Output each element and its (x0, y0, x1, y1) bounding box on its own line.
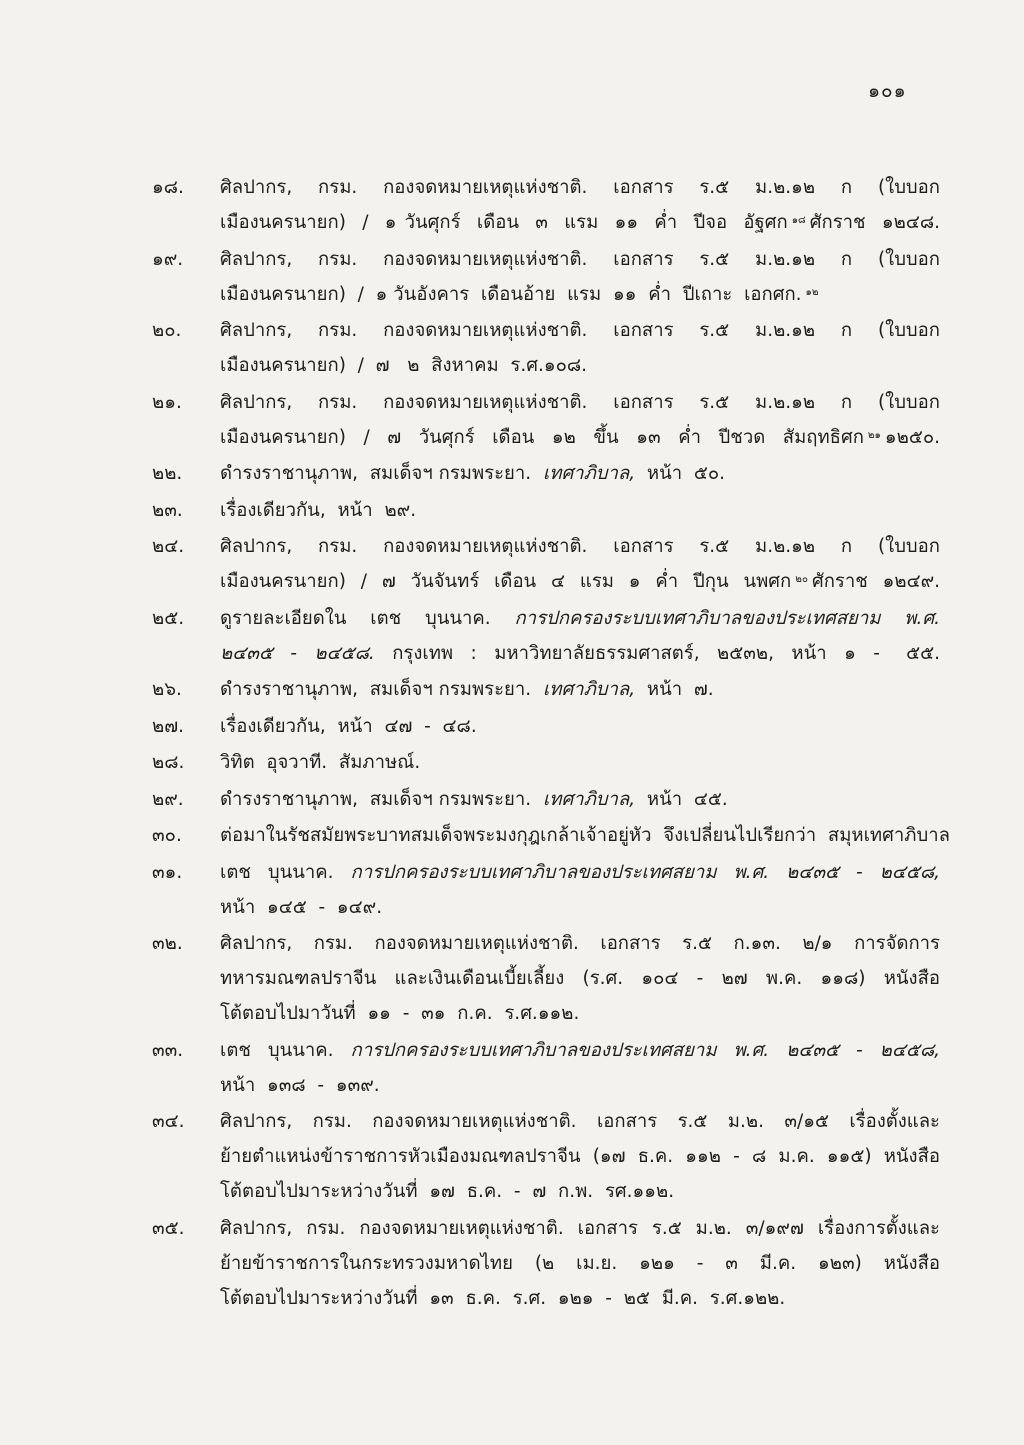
endnote-text: ศักราช ๑๒๔๘. (809, 212, 940, 233)
endnote-number: ๑๙. (152, 248, 184, 270)
endnote-text: เรื่องเดียวกัน, หน้า ๒๙. (220, 499, 417, 521)
endnote-line (220, 782, 940, 817)
endnote-title-italic: ๒๔๓๕ - ๒๔๕๘. (220, 642, 375, 664)
endnote-line (220, 1033, 940, 1068)
endnote-line (220, 420, 940, 455)
endnote-line (220, 277, 940, 312)
endnote-line (220, 313, 940, 348)
endnote-line (220, 205, 940, 240)
endnote-line (220, 1281, 940, 1316)
endnote-number: ๒๒. (152, 463, 183, 484)
endnote-text: ศิลปากร, กรม. กองจดหมายเหตุแห่งชาติ. เอกสาร ร.๕ ม.๒.๑๒ ก (ใบบอก (220, 391, 940, 413)
endnote-line (220, 601, 940, 636)
endnote-text: ศิลปากร, กรม. กองจดหมายเหตุแห่งชาติ. เอกสาร ร.๕ ม.๒. ๓/๑๙๗ เรื่องการตั้งและ (220, 1217, 940, 1239)
endnote-line (220, 385, 940, 420)
endnote-text: หน้า ๑๔๕ - ๑๔๙. (220, 896, 383, 918)
endnote-item (150, 456, 940, 491)
endnote-text: ๑๒๕๐. (884, 426, 940, 448)
endnote-line (220, 348, 940, 383)
endnote-line (220, 996, 940, 1031)
endnote-line (220, 1211, 940, 1246)
endnote-item (150, 1211, 940, 1316)
endnote-line (220, 170, 940, 205)
endnote-text: เมืองนครนายก) / ๑ วันอังคาร เดือนอ้าย แรม ๑๑ ค่ำ ปีเถาะ เอกศก. (220, 283, 802, 305)
endnote-superscript: ๒๐ (795, 574, 808, 585)
endnote-line (220, 1174, 940, 1209)
endnote-line (220, 818, 950, 853)
endnote-number: ๓๓. (152, 1039, 184, 1061)
endnote-text: ดูรายละเอียดใน เตช บุนนาค. (220, 607, 515, 629)
endnote-text: ศิลปากร, กรม. กองจดหมายเหตุแห่งชาติ. เอกสาร ร.๕ ม.๒.๑๒ ก (ใบบอก (220, 248, 940, 270)
endnote-number: ๓๕. (152, 1217, 185, 1239)
endnote-number: ๓๑. (152, 861, 183, 883)
endnote-text: ศิลปากร, กรม. กองจดหมายเหตุแห่งชาติ. เอกสาร ร.๕ ม.๒.๑๒ ก (ใบบอก (220, 177, 940, 198)
endnote-number: ๓๔. (152, 1111, 185, 1132)
endnote-text: หน้า ๔๕. (635, 788, 728, 810)
endnote-number: ๒๗. (152, 715, 184, 737)
page-number: ๑๐๑ (868, 80, 907, 102)
endnote-superscript: ๒๑ (867, 429, 881, 441)
endnote-line (220, 636, 940, 671)
endnote-title-italic: การปกครองระบบเทศาภิบาลของประเทศสยาม พ.ศ. (514, 607, 940, 629)
endnote-number: ๒๙. (152, 788, 184, 810)
endnote-text: เตช บุนนาค. (220, 1039, 351, 1061)
endnote-text: ศิลปากร, กรม. กองจดหมายเหตุแห่งชาติ. เอกสาร ร.๕ ม.๒.๑๒ ก (ใบบอก (220, 320, 940, 341)
endnote-text: เมืองนครนายก) / ๗ ๒ สิงหาคม ร.ศ.๑๐๘. (220, 355, 588, 376)
endnote-text: เรื่องเดียวกัน, หน้า ๔๗ - ๔๘. (220, 715, 477, 737)
endnote-text: ทหารมณฑลปราจีน และเงินเดือนเบี้ยเลี้ยง (ร.ศ. ๑๐๔ - ๒๗ พ.ค. ๑๑๘) หนังสือ (220, 968, 940, 989)
endnote-line (220, 456, 940, 491)
endnote-line (220, 926, 940, 961)
endnote-line (220, 890, 940, 925)
endnote-text: กรุงเทพ : มหาวิทยาลัยธรรมศาสตร์, ๒๕๓๒, หน้า ๑ - ๕๕. (374, 642, 940, 664)
endnote-title-italic: เทศาภิบาล, (542, 788, 636, 810)
endnote-text: ศิลปากร, กรม. กองจดหมายเหตุแห่งชาติ. เอกสาร ร.๕ ก.๑๓. ๒/๑ การจัดการ (220, 933, 940, 954)
endnote-text: ศิลปากร, กรม. กองจดหมายเหตุแห่งชาติ. เอกสาร ร.๕ ม.๒.๑๒ ก (ใบบอก (220, 536, 940, 557)
endnote-number: ๓๐. (152, 825, 182, 846)
endnote-text: หน้า ๕๐. (635, 463, 726, 484)
endnote-title-italic: การปกครองระบบเทศาภิบาลของประเทศสยาม พ.ศ. ๒๔๓๕ - ๒๔๕๘, (350, 1039, 940, 1061)
endnote-line (220, 1068, 940, 1103)
endnote-item (150, 782, 940, 817)
endnote-item (150, 529, 940, 599)
endnote-text: เมืองนครนายก) / ๗ วันศุกร์ เดือน ๑๒ ขึ้น ๑๓ ค่ำ ปีชวด สัมฤทธิศก (220, 426, 864, 448)
endnote-text: โต้ตอบไปมาระหว่างวันที่ ๑๗ ธ.ค. - ๗ ก.พ. รศ.๑๑๒. (220, 1181, 675, 1202)
endnote-text: โต้ตอบไปมาระหว่างวันที่ ๑๓ ธ.ค. ร.ศ. ๑๒๑ - ๒๕ มี.ค. ร.ศ.๑๒๒. (220, 1287, 786, 1309)
endnote-text: ดำรงราชานุภาพ, สมเด็จฯ กรมพระยา. (220, 679, 543, 700)
endnote-title-italic: การปกครองระบบเทศาภิบาลของประเทศสยาม พ.ศ. ๒๔๓๕ - ๒๔๕๘, (350, 861, 940, 883)
endnote-text: วิทิต อุจวาที. สัมภาษณ์. (220, 752, 421, 773)
endnote-text: ดำรงราชานุภาพ, สมเด็จฯ กรมพระยา. (220, 788, 543, 810)
endnote-item (150, 242, 940, 312)
endnote-text: ศิลปากร, กรม. กองจดหมายเหตุแห่งชาติ. เอกสาร ร.๕ ม.๒. ๓/๑๕ เรื่องตั้งและ (220, 1111, 940, 1132)
endnote-line (220, 961, 940, 996)
endnote-text: เตช บุนนาค. (220, 861, 351, 883)
endnote-number: ๒๕. (152, 607, 185, 629)
endnote-line (220, 709, 940, 744)
endnote-item (150, 601, 940, 671)
endnote-text: ย้ายข้าราชการในกระทรวงมหาดไทย (๒ เม.ย. ๑๒๑ - ๓ มี.ค. ๑๒๓) หนังสือ (220, 1252, 940, 1274)
endnotes-list (150, 170, 950, 1316)
endnote-item (150, 709, 940, 744)
endnote-number: ๓๒. (152, 933, 183, 954)
endnote-item (150, 170, 940, 240)
endnote-line (220, 745, 940, 780)
endnote-line (220, 1139, 940, 1174)
endnote-line (220, 564, 940, 599)
endnote-number: ๒๑. (152, 391, 182, 413)
endnote-text: หน้า ๑๓๘ - ๑๓๙. (220, 1074, 380, 1096)
endnote-item (150, 855, 940, 925)
endnote-item (150, 1104, 940, 1209)
endnote-number: ๒๔. (152, 536, 185, 557)
endnote-line (220, 493, 940, 528)
endnote-superscript: ๑๒ (805, 286, 819, 298)
endnote-title-italic: เทศาภิบาล, (542, 463, 636, 484)
endnote-item (150, 385, 940, 455)
endnote-number: ๒๖. (152, 679, 182, 700)
endnote-item (150, 493, 940, 528)
endnote-item (150, 926, 940, 1031)
endnote-text: ดำรงราชานุภาพ, สมเด็จฯ กรมพระยา. (220, 463, 543, 484)
endnote-line (220, 242, 940, 277)
endnote-text: เมืองนครนายก) / ๑ วันศุกร์ เดือน ๓ แรม ๑๑ ค่ำ ปีจอ อัฐศก (220, 212, 788, 233)
endnote-text: ต่อมาในรัชสมัยพระบาทสมเด็จพระมงกุฎเกล้าเจ้าอยู่หัว จึงเปลี่ยนไปเรียกว่า สมุหเทศาภิบาล (220, 825, 950, 846)
endnote-text: หน้า ๗. (635, 679, 714, 700)
endnote-item (150, 313, 940, 383)
endnote-item (150, 818, 950, 853)
endnote-superscript: ๑๘ (791, 215, 806, 226)
endnote-line (220, 529, 940, 564)
endnote-line (220, 1246, 940, 1281)
endnote-number: ๒๐. (152, 320, 182, 341)
endnote-number: ๒๓. (152, 499, 183, 521)
endnote-number: ๒๘. (152, 752, 185, 773)
endnote-text: ศักราช ๑๒๔๙. (811, 571, 940, 592)
endnote-item (150, 745, 940, 780)
endnote-line (220, 672, 940, 707)
endnote-title-italic: เทศาภิบาล, (542, 679, 636, 700)
endnote-line (220, 855, 940, 890)
endnote-text: โต้ตอบไปมาวันที่ ๑๑ - ๓๑ ก.ค. ร.ศ.๑๑๒. (220, 1003, 580, 1024)
endnote-line (220, 1104, 940, 1139)
endnote-number: ๑๘. (152, 177, 184, 198)
endnote-text: ย้ายตำแหน่งข้าราชการหัวเมืองมณฑลปราจีน (๑๗ ธ.ค. ๑๑๒ - ๘ ม.ค. ๑๑๕) หนังสือ (220, 1146, 940, 1167)
endnote-item (150, 672, 940, 707)
endnote-item (150, 1033, 940, 1103)
endnote-text: เมืองนครนายก) / ๗ วันจันทร์ เดือน ๔ แรม ๑ ค่ำ ปีกุน นพศก (220, 571, 792, 592)
